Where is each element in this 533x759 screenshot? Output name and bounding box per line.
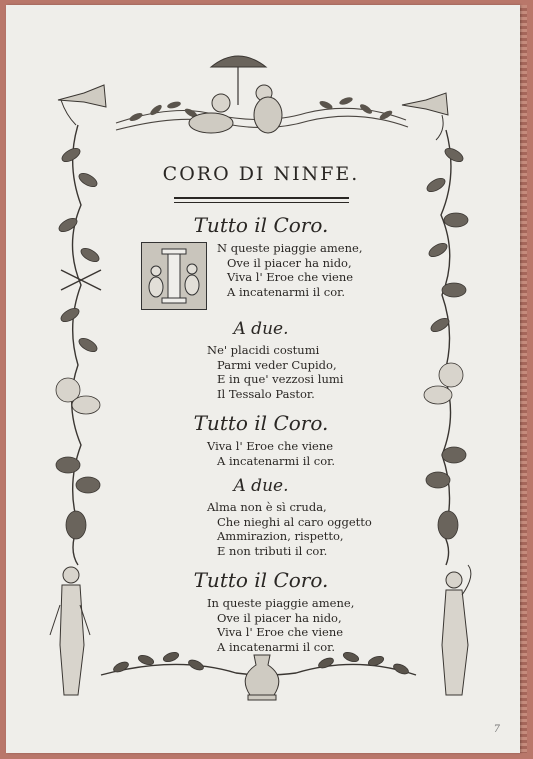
verse-line: Viva l' Eroe che viene xyxy=(227,270,354,284)
putti-with-parasol-icon xyxy=(189,56,282,133)
left-column-garland-icon xyxy=(56,125,101,565)
verse-line: E non tributi il cor. xyxy=(217,543,328,558)
verse-line: Ove il piacer ha nido, xyxy=(217,610,342,625)
right-trumpet-icon xyxy=(402,93,448,140)
title-rule xyxy=(174,197,349,203)
verse-line: Parmi veder Cupido, xyxy=(217,357,337,372)
stanza xyxy=(131,343,391,401)
verse-line: Viva l' Eroe che viene xyxy=(207,439,334,453)
book-page xyxy=(6,5,520,753)
section-heading: Tutto il Coro. xyxy=(193,213,329,237)
historiated-drop-cap xyxy=(141,242,207,310)
verse-line: Ove il piacer ha nido, xyxy=(227,255,352,270)
right-statue-icon xyxy=(442,565,471,695)
section-heading: Tutto il Coro. xyxy=(193,411,329,435)
verse-line: E in que' vezzosi lumi xyxy=(217,372,344,386)
stanza xyxy=(131,241,391,311)
verse-line: N queste piaggie amene, xyxy=(217,241,363,255)
left-trumpet-icon xyxy=(58,85,106,125)
stanza xyxy=(131,439,391,468)
verse-line: Ammirazion, rispetto, xyxy=(217,529,344,543)
page-title: CORO DI NINFE. xyxy=(162,163,360,185)
verse-line: A incatenarmi il cor. xyxy=(217,453,336,468)
section-heading: A due. xyxy=(233,476,289,496)
verse-line: A incatenarmi il cor. xyxy=(227,284,346,299)
left-statue-icon xyxy=(50,567,90,695)
verse-line: A incatenarmi il cor. xyxy=(217,639,336,654)
corner-mark: 7 xyxy=(493,724,500,735)
stanza xyxy=(131,500,391,558)
section-heading: Tutto il Coro. xyxy=(193,568,329,592)
verse-line: Alma non è sì cruda, xyxy=(207,500,327,514)
verse-line: Che nieghi al caro oggetto xyxy=(217,514,372,529)
verse-line: Il Tessalo Pastor. xyxy=(217,386,315,401)
right-column-garland-icon xyxy=(424,130,468,565)
verse-line: In queste piaggie amene, xyxy=(207,596,355,610)
page-edge xyxy=(520,5,527,753)
drop-cap-putti-icon xyxy=(142,243,206,309)
poem-content xyxy=(131,145,391,654)
verse-line: Ne' placidi costumi xyxy=(207,343,320,357)
section-heading: A due. xyxy=(233,319,289,339)
stanza xyxy=(131,596,391,654)
urn-with-garland-icon xyxy=(245,655,279,700)
verse-line: Viva l' Eroe che viene xyxy=(217,625,344,639)
